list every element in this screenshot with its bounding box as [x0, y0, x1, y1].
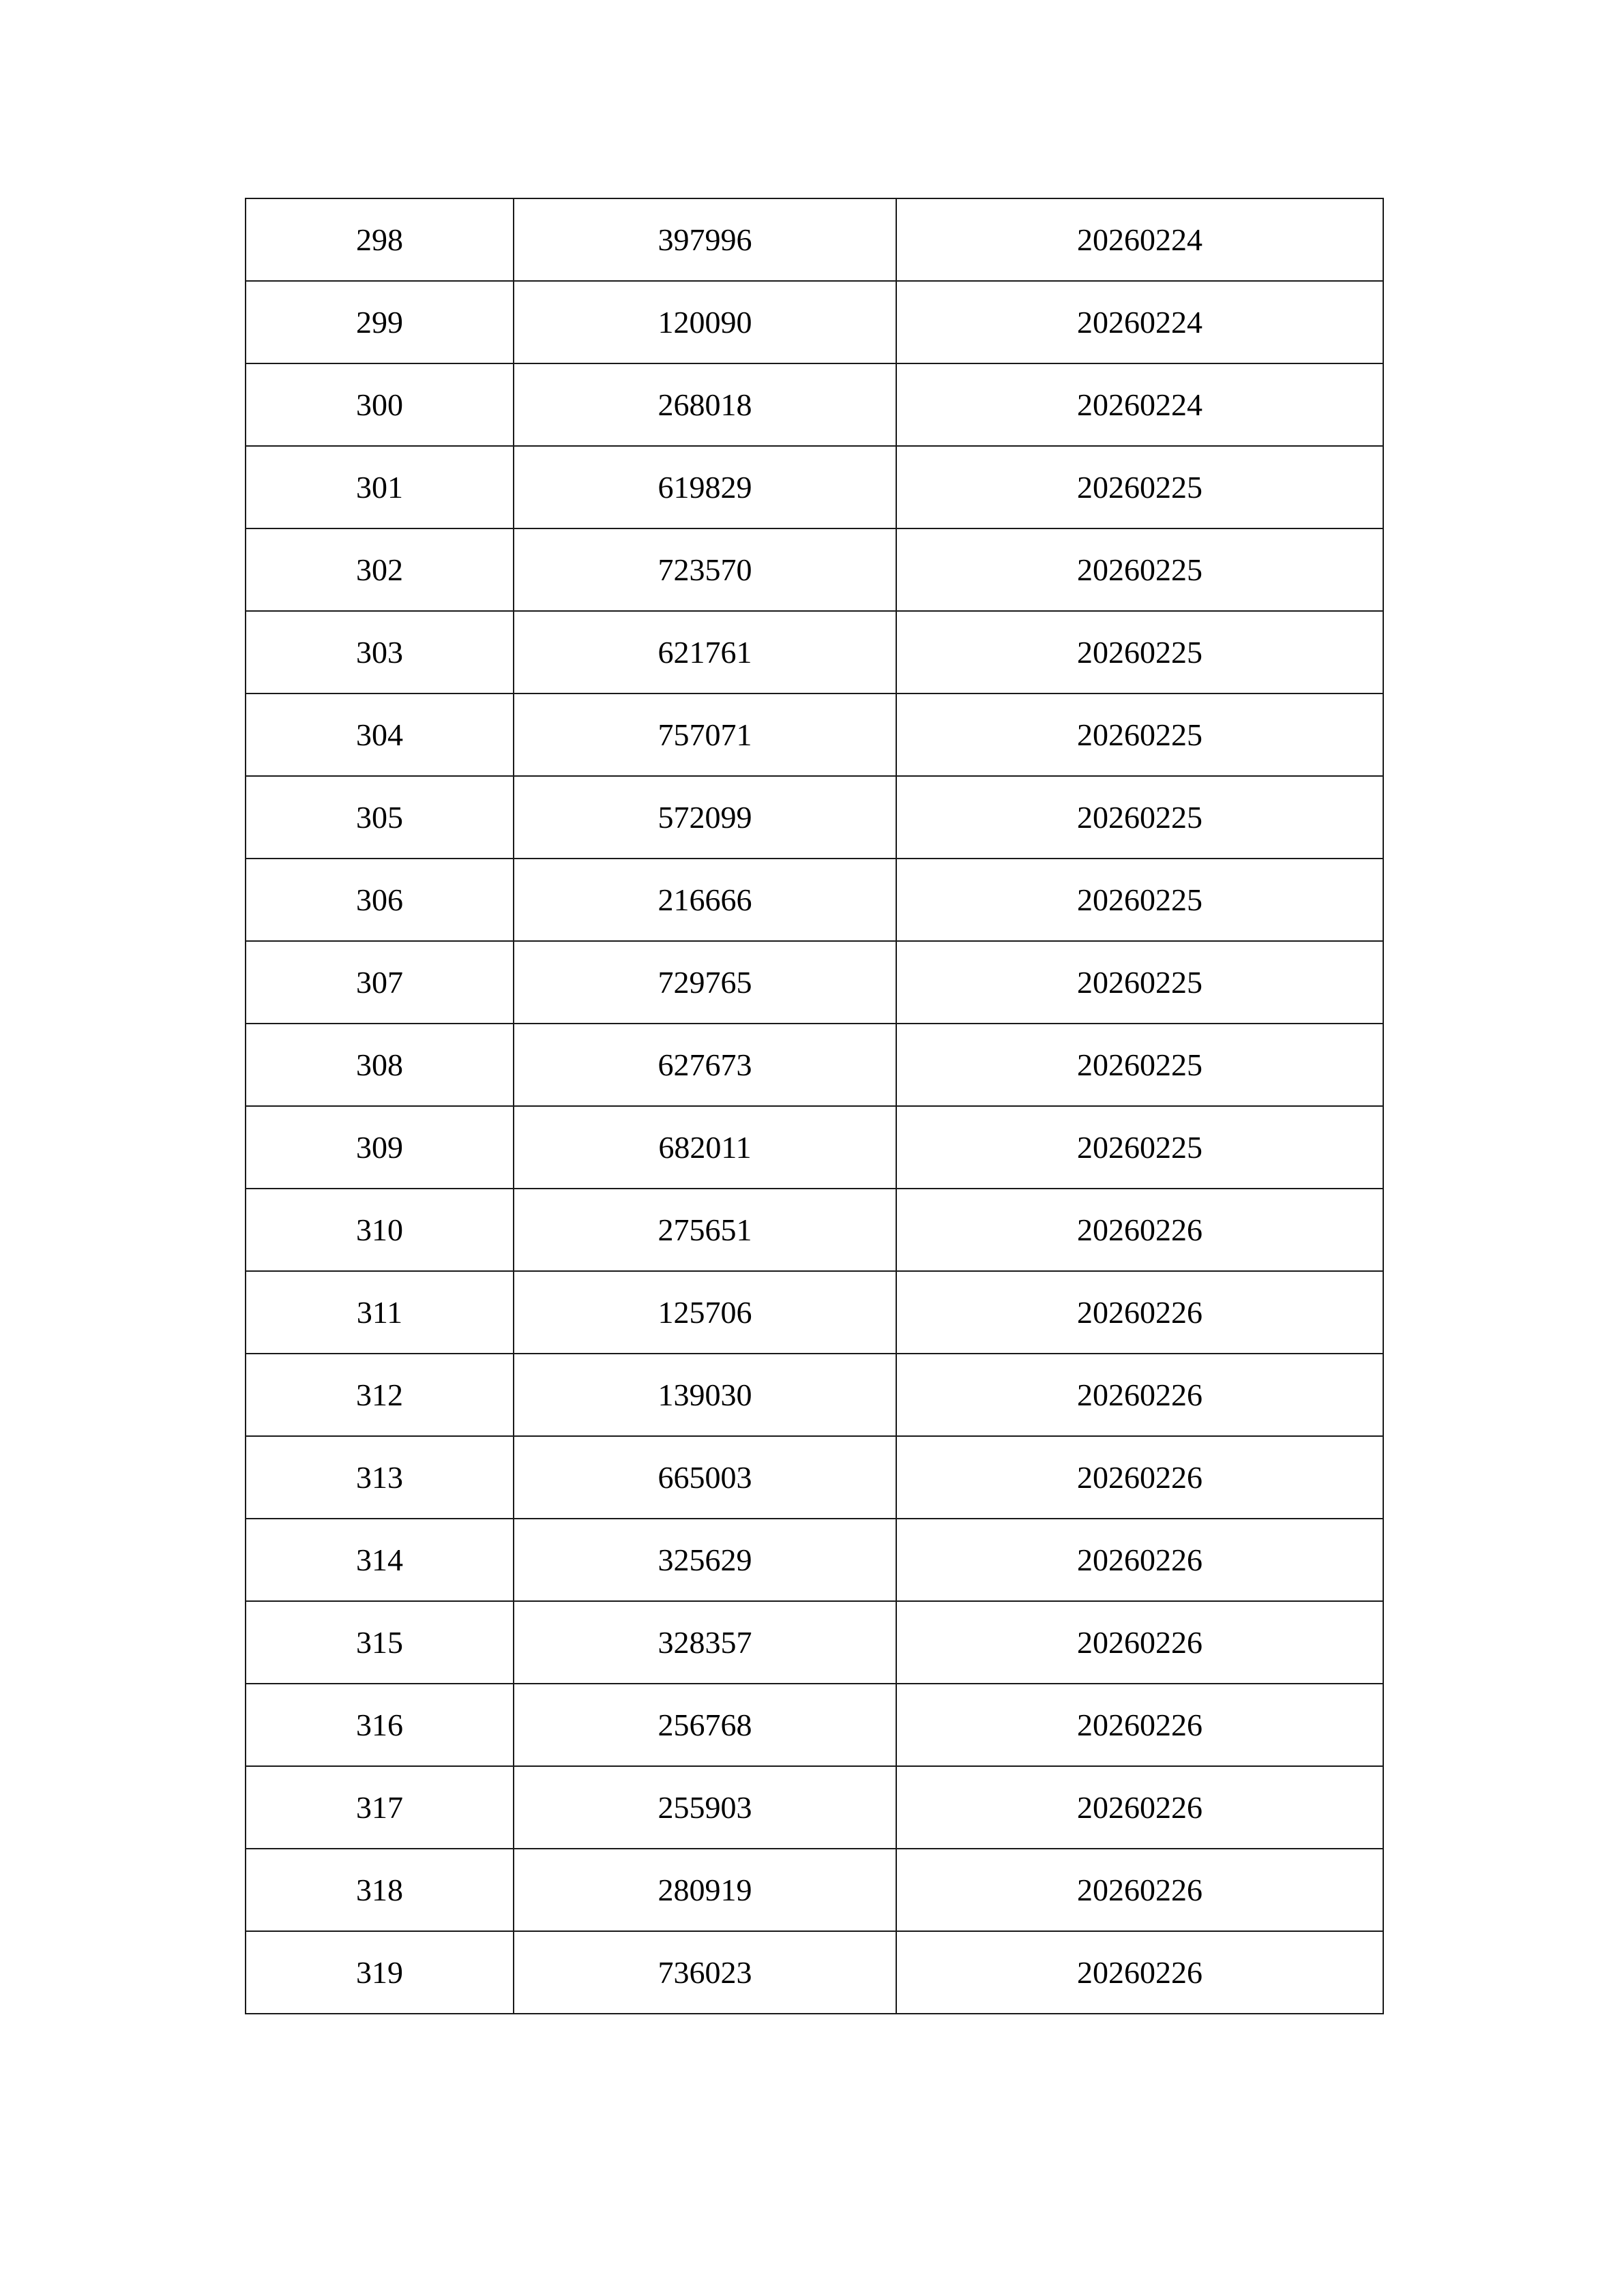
- row-number-cell: 317: [246, 1766, 514, 1849]
- table-row: [246, 859, 1383, 941]
- row-number-cell: 299: [246, 281, 514, 363]
- table-row: [246, 528, 1383, 611]
- code-cell: 757071: [514, 694, 896, 776]
- table-row: [246, 694, 1383, 776]
- table-row: [246, 1684, 1383, 1766]
- row-number-cell: 314: [246, 1519, 514, 1601]
- table-row: [246, 1106, 1383, 1189]
- date-cell: 20260226: [896, 1931, 1383, 2014]
- row-number-cell: 309: [246, 1106, 514, 1189]
- table-row: [246, 1766, 1383, 1849]
- code-cell: 256768: [514, 1684, 896, 1766]
- code-cell: 280919: [514, 1849, 896, 1931]
- row-number-cell: 310: [246, 1189, 514, 1271]
- table-row: [246, 1931, 1383, 2014]
- row-number-cell: 318: [246, 1849, 514, 1931]
- table-row: [246, 1519, 1383, 1601]
- row-number-cell: 304: [246, 694, 514, 776]
- code-cell: 325629: [514, 1519, 896, 1601]
- date-cell: 20260226: [896, 1354, 1383, 1436]
- row-number-cell: 306: [246, 859, 514, 941]
- table-body: [246, 198, 1383, 2014]
- date-cell: 20260226: [896, 1519, 1383, 1601]
- code-cell: 139030: [514, 1354, 896, 1436]
- row-number-cell: 311: [246, 1271, 514, 1354]
- date-cell: 20260225: [896, 941, 1383, 1024]
- data-table: [245, 198, 1384, 2014]
- date-cell: 20260225: [896, 776, 1383, 859]
- code-cell: 397996: [514, 198, 896, 281]
- code-cell: 723570: [514, 528, 896, 611]
- date-cell: 20260225: [896, 528, 1383, 611]
- row-number-cell: 316: [246, 1684, 514, 1766]
- date-cell: 20260225: [896, 446, 1383, 528]
- date-cell: 20260226: [896, 1271, 1383, 1354]
- date-cell: 20260225: [896, 694, 1383, 776]
- date-cell: 20260226: [896, 1766, 1383, 1849]
- code-cell: 268018: [514, 363, 896, 446]
- code-cell: 627673: [514, 1024, 896, 1106]
- date-cell: 20260226: [896, 1436, 1383, 1519]
- row-number-cell: 319: [246, 1931, 514, 2014]
- date-cell: 20260225: [896, 1024, 1383, 1106]
- table-row: [246, 446, 1383, 528]
- table-row: [246, 363, 1383, 446]
- table-row: [246, 1024, 1383, 1106]
- date-cell: 20260225: [896, 1106, 1383, 1189]
- table-row: [246, 198, 1383, 281]
- row-number-cell: 312: [246, 1354, 514, 1436]
- date-cell: 20260226: [896, 1189, 1383, 1271]
- code-cell: 682011: [514, 1106, 896, 1189]
- table-row: [246, 281, 1383, 363]
- table-row: [246, 1354, 1383, 1436]
- row-number-cell: 308: [246, 1024, 514, 1106]
- row-number-cell: 315: [246, 1601, 514, 1684]
- row-number-cell: 307: [246, 941, 514, 1024]
- code-cell: 736023: [514, 1931, 896, 2014]
- code-cell: 275651: [514, 1189, 896, 1271]
- date-cell: 20260224: [896, 198, 1383, 281]
- code-cell: 621761: [514, 611, 896, 694]
- code-cell: 328357: [514, 1601, 896, 1684]
- date-cell: 20260224: [896, 281, 1383, 363]
- code-cell: 572099: [514, 776, 896, 859]
- code-cell: 216666: [514, 859, 896, 941]
- date-cell: 20260226: [896, 1601, 1383, 1684]
- row-number-cell: 300: [246, 363, 514, 446]
- table-row: [246, 1436, 1383, 1519]
- date-cell: 20260224: [896, 363, 1383, 446]
- code-cell: 120090: [514, 281, 896, 363]
- table-row: [246, 1271, 1383, 1354]
- code-cell: 665003: [514, 1436, 896, 1519]
- row-number-cell: 301: [246, 446, 514, 528]
- date-cell: 20260225: [896, 859, 1383, 941]
- table-row: [246, 1189, 1383, 1271]
- row-number-cell: 303: [246, 611, 514, 694]
- date-cell: 20260226: [896, 1849, 1383, 1931]
- row-number-cell: 305: [246, 776, 514, 859]
- date-cell: 20260225: [896, 611, 1383, 694]
- table-row: [246, 941, 1383, 1024]
- row-number-cell: 298: [246, 198, 514, 281]
- code-cell: 729765: [514, 941, 896, 1024]
- code-cell: 255903: [514, 1766, 896, 1849]
- date-cell: 20260226: [896, 1684, 1383, 1766]
- table-row: [246, 1849, 1383, 1931]
- code-cell: 125706: [514, 1271, 896, 1354]
- row-number-cell: 313: [246, 1436, 514, 1519]
- row-number-cell: 302: [246, 528, 514, 611]
- code-cell: 619829: [514, 446, 896, 528]
- table-row: [246, 776, 1383, 859]
- table-row: [246, 611, 1383, 694]
- table-row: [246, 1601, 1383, 1684]
